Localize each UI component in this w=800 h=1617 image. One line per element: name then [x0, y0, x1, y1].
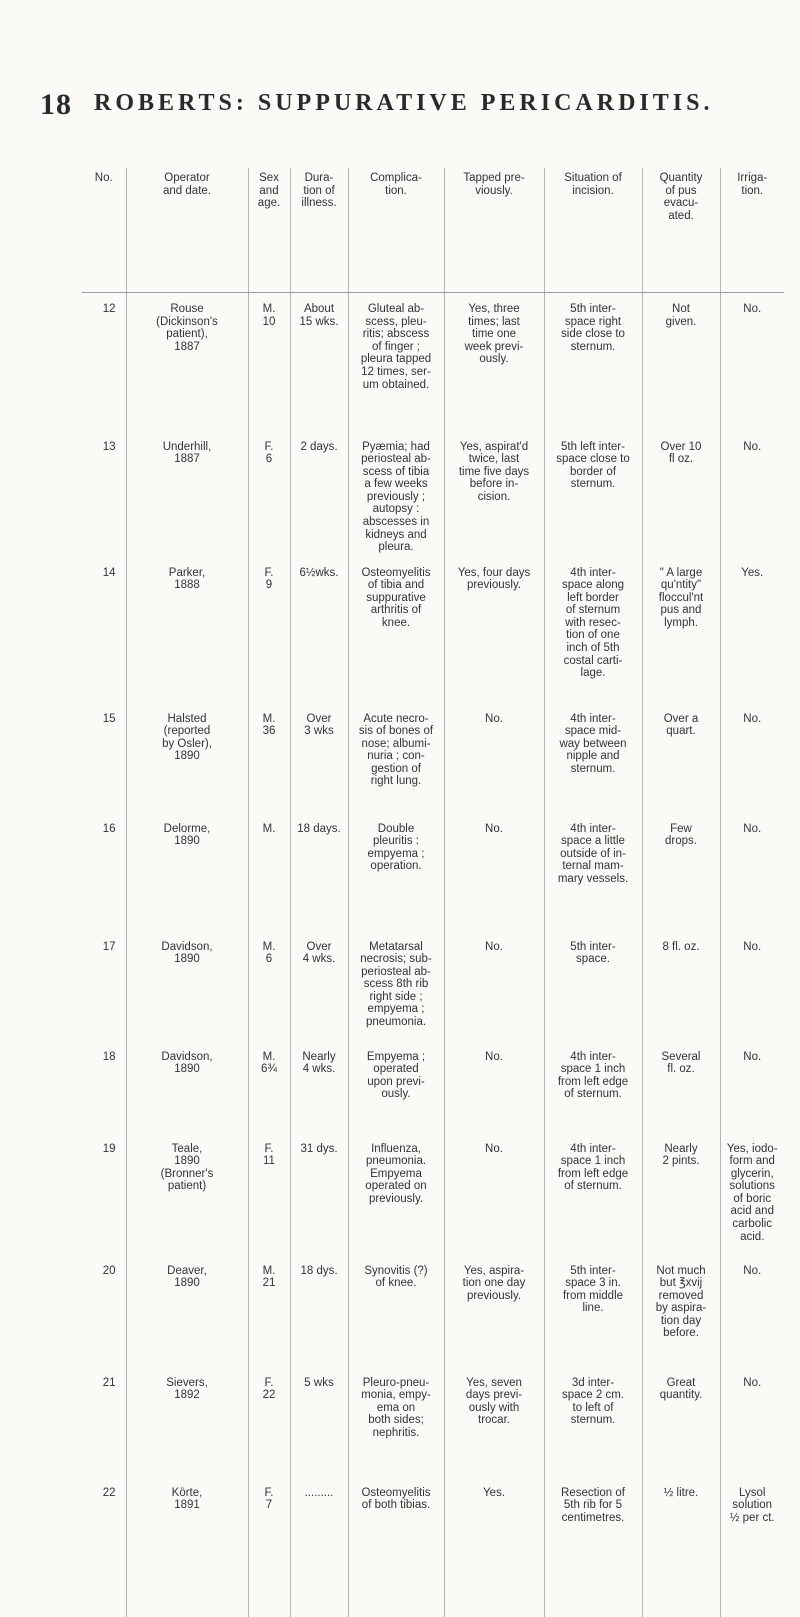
cell-duration: ......... [290, 1477, 348, 1617]
cell-tapped: Yes, aspira- tion one day previously. [444, 1255, 544, 1367]
cell-operator: Delorme, 1890 [126, 813, 248, 931]
cell-irrigation: No. [720, 813, 784, 931]
cell-irrigation: No. [720, 293, 784, 431]
cell-complication: Acute necro- sis of bones of nose; albumi- nuria ; con- gestion of right lung. [348, 703, 444, 813]
cases-table [82, 168, 784, 1617]
cell-complication: Osteomyelitis of both tibias. [348, 1477, 444, 1617]
cell-duration: Over 4 wks. [290, 931, 348, 1041]
column-header-irrigation: Irriga- tion. [720, 168, 784, 293]
cell-tapped: No. [444, 931, 544, 1041]
cell-no: 21 [102, 1376, 116, 1389]
cell-sex-age: F. 9 [248, 557, 290, 703]
cell-sex-age: F. 6 [248, 431, 290, 557]
cell-quantity: Over 10 fl oz. [642, 431, 720, 557]
table-row [82, 293, 784, 431]
table-row [82, 703, 784, 813]
column-header-quantity: Quantity of pus evacu- ated. [642, 168, 720, 293]
cell-tapped: No. [444, 813, 544, 931]
table-row [82, 1477, 784, 1617]
cell-sex-age: M. 6¾ [248, 1041, 290, 1133]
cell-no: 12 [102, 303, 116, 315]
cell-complication: Influenza, pneumonia. Empyema operated on previously. [348, 1133, 444, 1255]
cell-sex-age: M. 10 [248, 293, 290, 431]
cell-incision: Resection of 5th rib for 5 centimetres. [544, 1477, 642, 1617]
column-header-incision: Situation of incision. [544, 168, 642, 293]
cell-tapped: No. [444, 1041, 544, 1133]
cell-sex-age: M. [248, 813, 290, 931]
cell-operator: Halsted (reported by Osler), 1890 [126, 703, 248, 813]
table-row [82, 431, 784, 557]
cell-quantity: Few drops. [642, 813, 720, 931]
cell-duration: Over 3 wks [290, 703, 348, 813]
cell-quantity: Several fl. oz. [642, 1041, 720, 1133]
cell-duration: About 15 wks. [290, 293, 348, 431]
cell-operator: Körte, 1891 [126, 1477, 248, 1617]
cell-sex-age: F. 7 [248, 1477, 290, 1617]
table-row [82, 1041, 784, 1133]
cell-no: 16 [102, 822, 116, 835]
cell-operator: Teale, 1890 (Bronner's patient) [126, 1133, 248, 1255]
table-row [82, 557, 784, 703]
cell-irrigation: Lysol solution ½ per ct. [720, 1477, 784, 1617]
cell-incision: 4th inter- space 1 inch from left edge of sternum. [544, 1133, 642, 1255]
cell-irrigation: No. [720, 1041, 784, 1133]
column-header-complication: Complica- tion. [348, 168, 444, 293]
table-row [82, 1367, 784, 1477]
column-header-duration: Dura- tion of illness. [290, 168, 348, 293]
column-header-tapped: Tapped pre- viously. [444, 168, 544, 293]
cell-sex-age: F. 11 [248, 1133, 290, 1255]
running-title: ROBERTS: SUPPURATIVE PERICARDITIS. [94, 90, 714, 116]
cell-quantity: 8 fl. oz. [642, 931, 720, 1041]
cell-incision: 4th inter- space along left border of sternum with resec- tion of one inch of 5th costal carti- lage. [544, 557, 642, 703]
column-header-no: No. [82, 168, 126, 293]
cell-duration: 18 days. [290, 813, 348, 931]
cell-tapped: Yes, seven days previ- ously with trocar. [444, 1367, 544, 1477]
cell-incision: 5th inter- space right side close to sternum. [544, 293, 642, 431]
cell-quantity: Not much but ℥xvij removed by aspira- tion day before. [642, 1255, 720, 1367]
cell-tapped: Yes, four days previously. [444, 557, 544, 703]
cell-incision: 5th inter- space 3 in. from middle line. [544, 1255, 642, 1367]
cell-duration: 31 dys. [290, 1133, 348, 1255]
cell-irrigation: No. [720, 931, 784, 1041]
cell-irrigation: No. [720, 1367, 784, 1477]
page-header [0, 88, 800, 128]
cell-complication: Double pleuritis : empyema ; operation. [348, 813, 444, 931]
table-row [82, 1255, 784, 1367]
cell-no: 17 [102, 940, 116, 953]
cell-complication: Metatarsal necrosis; sub- periosteal ab- scess 8th rib right side ; empyema ; pneumonia. [348, 931, 444, 1041]
cell-incision: 4th inter- space mid- way between nipple and sternum. [544, 703, 642, 813]
cell-incision: 5th inter- space. [544, 931, 642, 1041]
cell-incision: 4th inter- space 1 inch from left edge of sternum. [544, 1041, 642, 1133]
cases-table-container [82, 168, 784, 1617]
cell-no: 13 [102, 440, 116, 453]
cell-irrigation: No. [720, 703, 784, 813]
cell-irrigation: Yes. [720, 557, 784, 703]
cell-irrigation: Yes, iodo- form and glycerin, solutions of boric acid and carbolic acid. [720, 1133, 784, 1255]
cell-no: 20 [102, 1264, 116, 1277]
cell-quantity: Great quantity. [642, 1367, 720, 1477]
cell-operator: Davidson, 1890 [126, 931, 248, 1041]
cell-irrigation: No. [720, 1255, 784, 1367]
cell-no: 14 [102, 566, 116, 579]
cell-quantity: Over a quart. [642, 703, 720, 813]
column-header-operator: Operator and date. [126, 168, 248, 293]
cell-operator: Parker, 1888 [126, 557, 248, 703]
cell-operator: Davidson, 1890 [126, 1041, 248, 1133]
table-header-row [82, 168, 784, 293]
cell-sex-age: F. 22 [248, 1367, 290, 1477]
cell-operator: Deaver, 1890 [126, 1255, 248, 1367]
cell-no: 22 [102, 1486, 116, 1499]
cell-duration: 18 dys. [290, 1255, 348, 1367]
cell-sex-age: M. 6 [248, 931, 290, 1041]
page-number: 18 [40, 88, 72, 121]
cell-complication: Gluteal ab- scess, pleu- ritis; abscess of finger ; pleura tapped 12 times, ser- um obtained. [348, 293, 444, 431]
table-row [82, 813, 784, 931]
cell-complication: Synovitis (?) of knee. [348, 1255, 444, 1367]
table-body [82, 293, 784, 1617]
cell-complication: Pyæmia; had periosteal ab- scess of tibia a few weeks previously ; autopsy : abscesses in kidneys and pleura. [348, 431, 444, 557]
cell-tapped: Yes. [444, 1477, 544, 1617]
cell-no: 19 [102, 1142, 116, 1155]
table-row [82, 931, 784, 1041]
cell-tapped: No. [444, 1133, 544, 1255]
cell-irrigation: No. [720, 431, 784, 557]
cell-sex-age: M. 36 [248, 703, 290, 813]
cell-tapped: Yes, three times; last time one week previ- ously. [444, 293, 544, 431]
cell-sex-age: M. 21 [248, 1255, 290, 1367]
cell-quantity: Nearly 2 pints. [642, 1133, 720, 1255]
table-row [82, 1133, 784, 1255]
column-header-sex-age: Sex and age. [248, 168, 290, 293]
cell-complication: Empyema ; operated upon previ- ously. [348, 1041, 444, 1133]
cell-incision: 5th left inter- space close to border of sternum. [544, 431, 642, 557]
cell-duration: 2 days. [290, 431, 348, 557]
cell-no: 18 [102, 1050, 116, 1063]
cell-incision: 4th inter- space a little outside of in- ternal mam- mary vessels. [544, 813, 642, 931]
cell-no: 15 [102, 712, 116, 725]
cell-complication: Osteomyelitis of tibia and suppurative arthritis of knee. [348, 557, 444, 703]
cell-complication: Pleuro-pneu- monia, empy- ema on both sides; nephritis. [348, 1367, 444, 1477]
cell-incision: 3d inter- space 2 cm. to left of sternum. [544, 1367, 642, 1477]
cell-duration: Nearly 4 wks. [290, 1041, 348, 1133]
cell-operator: Rouse (Dickinson's patient), 1887 [126, 293, 248, 431]
cell-operator: Underhill, 1887 [126, 431, 248, 557]
cell-quantity: Not given. [642, 293, 720, 431]
cell-quantity: " A large qu'ntity" floccul'nt pus and lymph. [642, 557, 720, 703]
cell-tapped: Yes, aspirat'd twice, last time five days before in- cision. [444, 431, 544, 557]
cell-quantity: ½ litre. [642, 1477, 720, 1617]
cell-duration: 5 wks [290, 1367, 348, 1477]
cell-duration: 6½wks. [290, 557, 348, 703]
cell-operator: Sievers, 1892 [126, 1367, 248, 1477]
cell-tapped: No. [444, 703, 544, 813]
